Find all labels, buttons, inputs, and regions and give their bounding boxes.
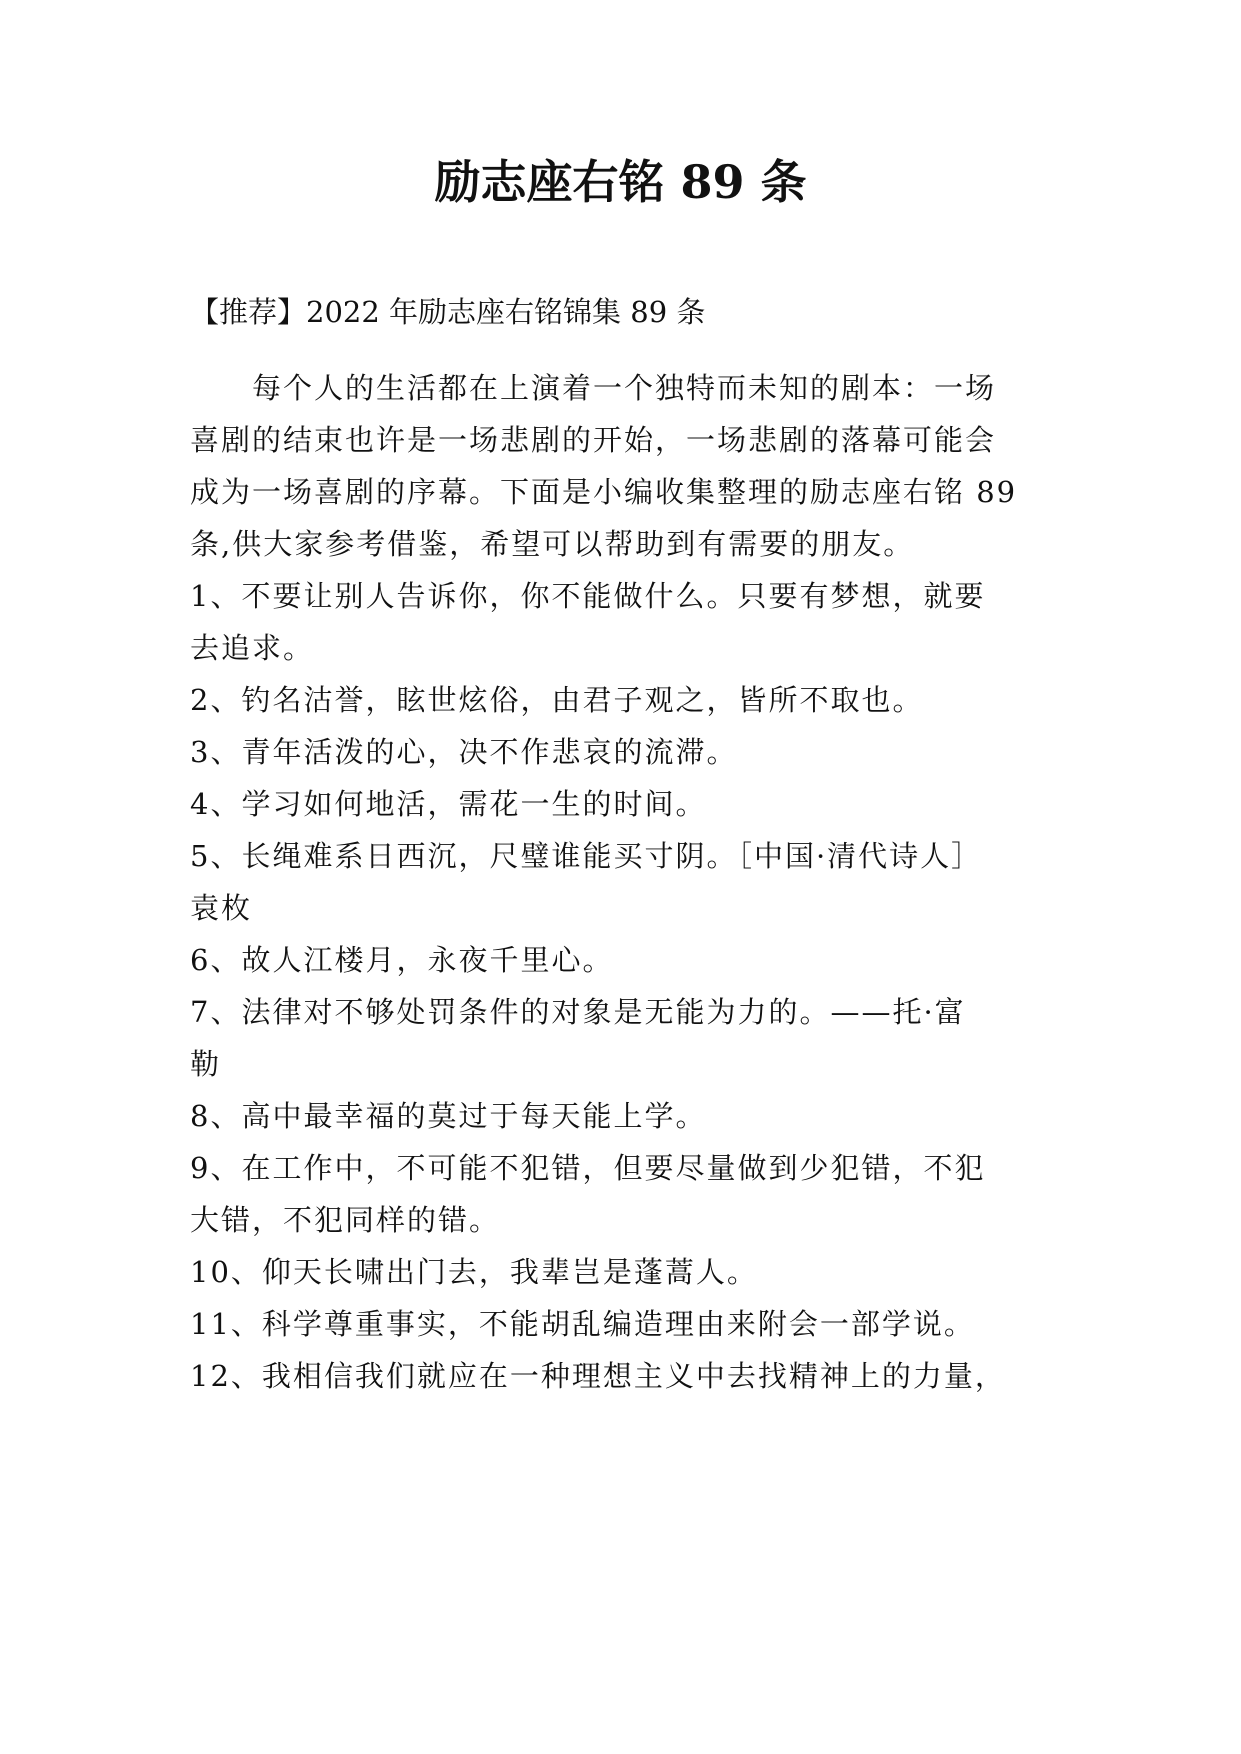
list-item-continuation: 勒 xyxy=(190,1047,222,1081)
paragraph-line: 每个人的生活都在上演着一个独特而未知的剧本：一场 xyxy=(252,371,997,405)
list-item: 5、长绳难系日西沉，尺璧谁能买寸阴。［中国·清代诗人］ xyxy=(190,839,983,873)
list-item: 7、法律对不够处罚条件的对象是无能为力的。——托·富 xyxy=(190,995,966,1029)
list-item: 4、学习如何地活，需花一生的时间。 xyxy=(190,787,707,821)
paragraph-line: 条,供大家参考借鉴，希望可以帮助到有需要的朋友。 xyxy=(190,527,915,561)
document-title: 励志座右铭 89 条 xyxy=(434,155,807,209)
list-item: 8、高中最幸福的莫过于每天能上学。 xyxy=(190,1099,707,1133)
list-item-continuation: 大错，不犯同样的错。 xyxy=(190,1203,501,1237)
list-item: 12、我相信我们就应在一种理想主义中去找精神上的力量， xyxy=(190,1359,1006,1393)
list-item: 1、不要让别人告诉你，你不能做什么。只要有梦想，就要 xyxy=(190,579,986,613)
list-item: 11、科学尊重事实，不能胡乱编造理由来附会一部学说。 xyxy=(190,1307,975,1341)
document-subtitle: 【推荐】2022 年励志座右铭锦集 89 条 xyxy=(190,295,706,329)
list-item-continuation: 袁枚 xyxy=(190,891,253,925)
list-item: 3、青年活泼的心，决不作悲哀的流滞。 xyxy=(190,735,738,769)
list-item: 9、在工作中，不可能不犯错，但要尽量做到少犯错，不犯 xyxy=(190,1151,986,1185)
list-item: 10、仰天长啸出门去，我辈岂是蓬蒿人。 xyxy=(190,1255,758,1289)
paragraph-line: 成为一场喜剧的序幕。下面是小编收集整理的励志座右铭 89 xyxy=(190,475,1018,509)
paragraph-line: 喜剧的结束也许是一场悲剧的开始，一场悲剧的落幕可能会 xyxy=(190,423,997,457)
list-item: 6、故人江楼月，永夜千里心。 xyxy=(190,943,614,977)
list-item: 2、钓名沽誉，眩世炫俗，由君子观之，皆所不取也。 xyxy=(190,683,924,717)
list-item-continuation: 去追求。 xyxy=(190,631,315,665)
